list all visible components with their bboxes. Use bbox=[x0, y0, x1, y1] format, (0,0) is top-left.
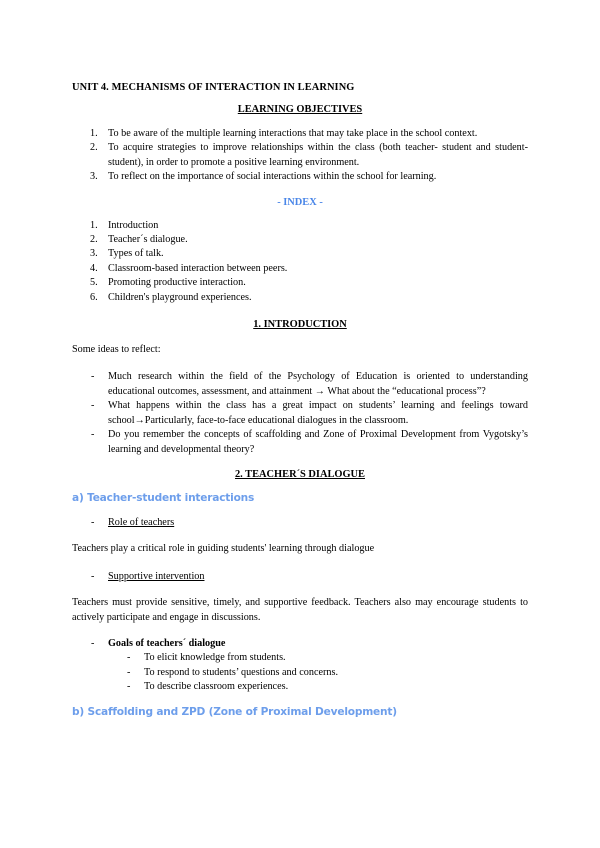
index-text: Introduction bbox=[108, 219, 159, 231]
introduction-text: Do you remember the concepts of scaffolding and Zone of Proximal Development from Vygotsky’s learning and developmental theory? bbox=[108, 429, 528, 455]
introduction-text: Much research within the field of the Psychology of Education is oriented to understanding educational outcomes, assessment, and attainment → What about the “educational process”? bbox=[108, 371, 528, 397]
document-page bbox=[72, 82, 528, 718]
goal-item bbox=[72, 680, 528, 694]
introduction-text: What happens within the class has a great impact on students’ learning and feelings toward school→Particularly, face-to-face educational dialogues in the classroom. bbox=[108, 400, 528, 426]
introduction-item bbox=[72, 428, 528, 457]
unit-title: UNIT 4. MECHANISMS OF INTERACTION IN LEARNING bbox=[72, 82, 355, 93]
objective-number: 1. bbox=[90, 128, 98, 139]
introduction-list bbox=[72, 370, 528, 456]
subsection-a-title: a) Teacher-student interactions bbox=[72, 491, 255, 504]
supportive-list bbox=[72, 570, 528, 584]
objective-number: 2. bbox=[90, 142, 98, 154]
index-text: Teacher´s dialogue. bbox=[108, 234, 188, 246]
supportive-label: Supportive intervention bbox=[108, 570, 205, 582]
index-number: 2. bbox=[90, 234, 98, 246]
index-text: Classroom-based interaction between peers. bbox=[108, 262, 288, 274]
goals-item bbox=[72, 637, 528, 651]
dash-bullet: - bbox=[91, 371, 95, 383]
index-item bbox=[72, 262, 528, 276]
introduction-lead: Some ideas to reflect: bbox=[72, 344, 161, 356]
index-number: 5. bbox=[90, 277, 98, 289]
objective-item bbox=[72, 127, 528, 141]
dash-bullet: - bbox=[91, 637, 95, 649]
index-heading: - INDEX - bbox=[277, 196, 323, 208]
index-list bbox=[72, 219, 528, 305]
index-item bbox=[72, 276, 528, 290]
supportive-text: Teachers must provide sensitive, timely, and supportive feedback. Teachers also may encourage students to actively participate and engage in discussions. bbox=[72, 597, 528, 623]
role-label: Role of teachers bbox=[108, 516, 175, 528]
index-text: Types of talk. bbox=[108, 248, 164, 260]
subsection-b-title: b) Scaffolding and ZPD (Zone of Proximal Development) bbox=[72, 705, 397, 718]
objective-text: To be aware of the multiple learning interactions that may take place in the school context. bbox=[108, 128, 478, 139]
objectives-heading: LEARNING OBJECTIVES bbox=[237, 104, 363, 115]
role-item bbox=[72, 516, 528, 530]
goals-label: Goals of teachers´ dialogue bbox=[108, 637, 226, 649]
goal-text: To describe classroom experiences. bbox=[144, 681, 289, 693]
introduction-item bbox=[72, 399, 528, 428]
supportive-item bbox=[72, 570, 528, 584]
index-item bbox=[72, 219, 528, 233]
index-number: 4. bbox=[90, 262, 98, 274]
goals-list bbox=[72, 637, 528, 651]
objective-number: 3. bbox=[90, 171, 98, 183]
objective-item bbox=[72, 170, 528, 184]
dash-bullet: - bbox=[91, 516, 95, 528]
goal-text: To elicit knowledge from students. bbox=[144, 652, 286, 664]
goal-item bbox=[72, 651, 528, 665]
dash-bullet: - bbox=[127, 666, 131, 678]
goal-text: To respond to students’ questions and concerns. bbox=[144, 666, 339, 678]
index-item bbox=[72, 247, 528, 261]
teachers-dialogue-heading: 2. TEACHER´S DIALOGUE bbox=[234, 468, 365, 480]
goals-sublist bbox=[72, 651, 528, 694]
introduction-item bbox=[72, 370, 528, 399]
objective-item bbox=[72, 141, 528, 170]
index-number: 6. bbox=[90, 291, 98, 303]
role-text: Teachers play a critical role in guiding students' learning through dialogue bbox=[72, 543, 375, 555]
objective-text: To acquire strategies to improve relationships within the class (both teacher- student and student-student), in order to promote a positive learning environment. bbox=[108, 142, 528, 168]
objectives-list bbox=[72, 127, 528, 185]
dash-bullet: - bbox=[91, 400, 95, 412]
dash-bullet: - bbox=[91, 570, 95, 582]
introduction-heading: 1. INTRODUCTION bbox=[253, 319, 347, 331]
dash-bullet: - bbox=[127, 652, 131, 664]
dash-bullet: - bbox=[91, 429, 95, 441]
index-item bbox=[72, 291, 528, 305]
goal-item bbox=[72, 666, 528, 680]
index-number: 1. bbox=[90, 219, 98, 231]
index-text: Promoting productive interaction. bbox=[108, 277, 246, 289]
dash-bullet: - bbox=[127, 681, 131, 693]
index-text: Children's playground experiences. bbox=[108, 291, 252, 303]
role-list bbox=[72, 516, 528, 530]
objective-text: To reflect on the importance of social interactions within the school for learning. bbox=[108, 171, 437, 183]
index-number: 3. bbox=[90, 248, 98, 260]
index-item bbox=[72, 233, 528, 247]
